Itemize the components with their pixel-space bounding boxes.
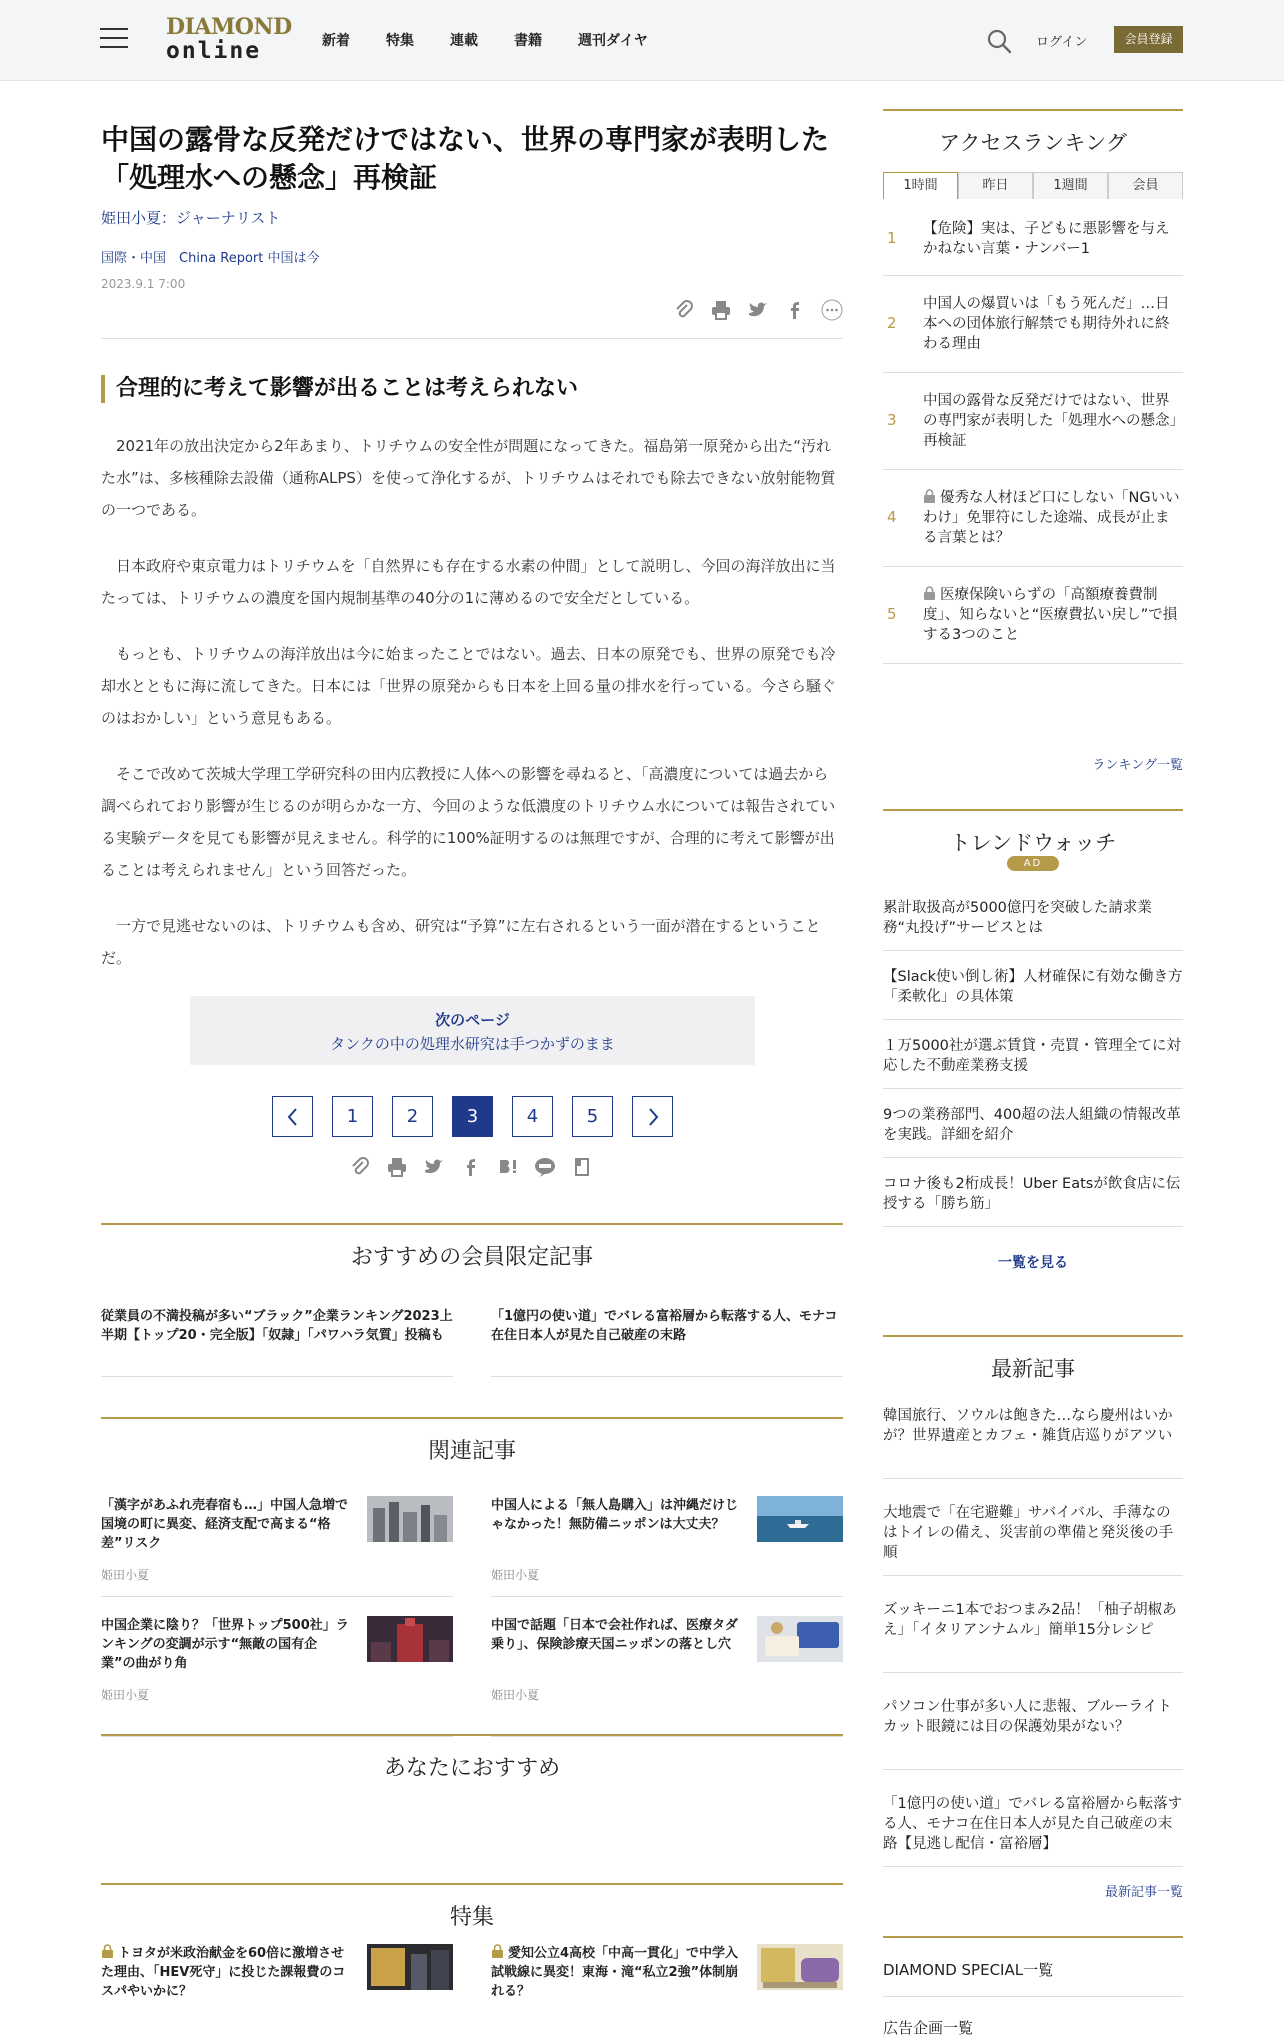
ranking-number: 5 (887, 605, 897, 623)
paragraph: もっとも、トリチウムの海洋放出は今に始まったことではない。過去、日本の原発でも、世界の原発でも冷却水とともに海に流してきた。日本には「世界の原発からも日本を上回る量の排水を行っている。今さら騒ぐのはおかしい」という意見もある。 (101, 645, 837, 727)
page-button-5[interactable]: 5 (572, 1096, 613, 1137)
for-you-title: あなたにおすすめ (383, 1756, 561, 1781)
nav-item-series[interactable]: 連載 (450, 33, 478, 49)
related-item[interactable] (101, 1496, 453, 1604)
section-rule (101, 1734, 843, 1736)
tab-1week[interactable]: 1週間 (1033, 172, 1108, 199)
trend-item[interactable]: 累計取扱高が5000億円を突破した請求業務“丸投げ”サービスとは (883, 900, 1152, 936)
divider (883, 1157, 1183, 1158)
nav-item-books[interactable]: 書籍 (514, 33, 542, 49)
clip-icon[interactable] (673, 299, 695, 321)
ranking-text (923, 585, 1181, 645)
related-item[interactable] (101, 1616, 453, 1724)
ranking-number: 1 (887, 229, 897, 247)
sea-boat-thumbnail (757, 1496, 843, 1542)
night-building-thumbnail (367, 1616, 453, 1662)
section-rule (101, 1417, 843, 1419)
latest-item[interactable]: 大地震で「在宅避難」サバイバル、手薄なのはトイレの備え、災害前の準備と発災後の手順 (883, 1505, 1174, 1561)
ranking-number: 3 (887, 411, 897, 429)
section-rule (101, 1883, 843, 1885)
lock-icon (491, 1944, 504, 1958)
trend-item[interactable]: コロナ後も2桁成長！Uber Eatsが飲食店に伝授する「勝ち筋」 (883, 1176, 1181, 1212)
divider (883, 663, 1183, 664)
latest-item[interactable]: 韓国旅行、ソウルは飽きた…なら慶州はいかが？世界遺産とカフェ・雑貨店巡りがアツい (883, 1408, 1173, 1444)
next-page-link[interactable] (190, 996, 755, 1065)
trend-item[interactable]: 9つの業務部門、400超の法人組織の情報改革を実践。詳細を紹介 (883, 1107, 1181, 1143)
lock-icon (923, 489, 936, 503)
next-page-title: タンクの中の処理水研究は手つかずのまま (330, 1035, 615, 1053)
ranking-more-link[interactable]: ランキング一覧 (1092, 758, 1183, 773)
paragraph: そこで改めて茨城大学理工学研究科の田内広教授に人体への影響を尋ねると、「高濃度については過去から調べられており影響が生じるのが明らかな一方、今回のような低濃度のトリチウム水については報告されている実験データを見ても影響が見えません。科学的に100%証明するのは無理ですが、合理的に考えて影響が出ることは考えられません」という回答だった。 (101, 765, 836, 879)
paragraph: 一方で見逃せないのは、トリチウムも含め、研究は“予算”に左右されるという一面が潜在するということだ。 (101, 917, 821, 967)
related-title: 関連記事 (427, 1439, 516, 1464)
ad-badge: AD (1007, 856, 1059, 871)
site-header (0, 0, 1284, 81)
ranking-text (923, 488, 1181, 548)
related-item-author: 姫田小夏 (101, 1568, 150, 1582)
special-item-title (491, 1944, 743, 2001)
nav-item-weekly[interactable]: 週刊ダイヤ (578, 33, 648, 49)
divider (883, 469, 1183, 470)
divider (883, 1672, 1183, 1673)
divider (101, 1376, 453, 1377)
related-item-author: 姫田小夏 (101, 1688, 150, 1702)
divider (101, 1736, 453, 1737)
clip-icon[interactable] (349, 1156, 371, 1178)
ranking-number: 2 (887, 314, 897, 332)
latest-more-link[interactable]: 最新記事一覧 (1104, 1885, 1183, 1900)
special-item-text: トヨタが米政治献金を60倍に激増させた理由、「HEV死守」に投じた課報費のコスパやいかに？ (101, 1946, 346, 1999)
facebook-icon[interactable] (460, 1156, 482, 1178)
page-button-4[interactable]: 4 (512, 1096, 553, 1137)
divider (883, 950, 1183, 951)
nav-item-feature[interactable]: 特集 (386, 33, 414, 49)
pocket-icon[interactable] (571, 1156, 593, 1178)
page-button-3[interactable]: 3 (452, 1096, 493, 1137)
print-icon[interactable] (710, 299, 732, 321)
paragraph: 日本政府や東京電力はトリチウムを「自然界にも存在する水素の仲間」として説明し、今回の海洋放出に当たっては、トリチウムの濃度を国内規制基準の40分の1に薄めるので安全だとしている。 (101, 557, 836, 607)
divider (883, 1866, 1183, 1867)
divider (883, 1088, 1183, 1089)
section-rule (101, 1223, 843, 1225)
divider (883, 275, 1183, 276)
medical-cards-thumbnail (757, 1616, 843, 1662)
trend-title: トレンドウォッチ (949, 831, 1117, 855)
hatena-bookmark-icon[interactable] (497, 1156, 519, 1178)
divider (883, 1019, 1183, 1020)
print-icon[interactable] (386, 1156, 408, 1178)
divider (491, 1596, 843, 1597)
lock-icon (101, 1944, 114, 1958)
ranking-title: アクセスランキング (939, 131, 1127, 155)
divider (491, 1376, 843, 1377)
diamond-special-link[interactable]: DIAMOND SPECIAL一覧 (883, 1961, 1054, 1979)
article-author[interactable]: 姫田小夏：ジャーナリスト (101, 209, 281, 227)
related-item-author: 姫田小夏 (491, 1568, 540, 1582)
nav-item-new[interactable]: 新着 (322, 33, 350, 49)
tab-yesterday[interactable]: 昨日 (958, 172, 1033, 199)
trend-item[interactable]: １万5000社が選ぶ賃貸・売買・管理全てに対応した不動産業務支援 (883, 1038, 1181, 1074)
logo-line2: online (166, 38, 262, 64)
divider (491, 1736, 843, 1737)
latest-item[interactable]: ズッキーニ1本でおつまみ2品！「柚子胡椒あえ」「イタリアンナムル」簡単15分レシピ (883, 1602, 1177, 1638)
lock-icon (923, 586, 936, 600)
twitter-icon[interactable] (423, 1156, 445, 1178)
school-thumbnail (757, 1944, 843, 1990)
ranking-text-body: 優秀な人材ほど口にしない「NGいいわけ」免罪符にした途端、成長が止まる言葉とは？ (923, 490, 1180, 546)
related-item-title: 中国で話題「日本で会社作れば、医療タダ乗り」、保険診療天国ニッポンの落とし穴 (491, 1618, 739, 1652)
paragraph: 2021年の放出決定から2年あまり、トリチウムの安全性が問題になってきた。福島第一原発から出た“汚れた水”は、多核種除去設備（通称ALPS）を使って浄化するが、トリチウムはそれでも除去できない放射能物質の一つである。 (101, 437, 836, 519)
section-rule (883, 109, 1183, 111)
search-icon[interactable] (986, 28, 1012, 54)
divider (883, 1478, 1183, 1479)
special-item-text: 愛知公立4高校「中高一貫化」で中学入試戦線に異変！東海・滝“私立2強”体制崩れる？ (491, 1946, 739, 1999)
ranking-text: 中国の露骨な反発だけではない、世界の専門家が表明した「処理水への懸念」再検証 (923, 393, 1177, 449)
tab-1hour[interactable]: 1時間 (883, 172, 958, 199)
latest-item[interactable]: パソコン仕事が多い人に悲報、ブルーライトカット眼鏡には目の保護効果がない？ (883, 1699, 1172, 1735)
section-rule (883, 809, 1183, 811)
login-link[interactable]: ログイン (1036, 35, 1088, 50)
article-subheading: 合理的に考えて影響が出ることは考えられない (101, 375, 843, 403)
divider (883, 1226, 1183, 1227)
divider (101, 1596, 453, 1597)
divider (883, 1769, 1183, 1770)
share-bar-bottom (349, 1156, 608, 1178)
logo-line1: DIAMOND (166, 14, 292, 40)
main-nav (322, 30, 684, 50)
section-rule (883, 1936, 1183, 1938)
article-date: 2023.9.1 7:00 (101, 277, 186, 291)
facebook-icon[interactable] (784, 299, 806, 321)
article-category[interactable]: 国際・中国 China Report 中国は今 (101, 251, 320, 266)
related-item-author: 姫田小夏 (491, 1688, 540, 1702)
related-item[interactable] (491, 1616, 843, 1724)
divider (883, 1575, 1183, 1576)
latest-title: 最新記事 (991, 1357, 1075, 1381)
page-button-1[interactable]: 1 (332, 1096, 373, 1137)
latest-item[interactable]: 「1億円の使い道」でバレる富裕層から転落する人、モナコ在住日本人が見た自己破産の末路【見逃し配信・富裕層】 (883, 1796, 1183, 1852)
recommended-title: おすすめの会員限定記事 (350, 1245, 594, 1270)
special-title: 特集 (449, 1905, 494, 1930)
site-logo[interactable] (166, 14, 292, 64)
page-button-2[interactable]: 2 (392, 1096, 433, 1137)
ranking-number: 4 (887, 508, 897, 526)
tab-member[interactable]: 会員 (1108, 172, 1183, 199)
more-icon[interactable] (821, 299, 843, 321)
recommended-item[interactable]: 従業員の不満投稿が多い“ブラック”企業ランキング2023上半期【トップ20・完全版】「奴隷」「パワハラ気質」投稿も (101, 1309, 453, 1343)
special-item-title (101, 1944, 353, 2001)
related-item-title: 「漢字があふれ売春宿も…」中国人急増で国境の町に異変、経済支配で高まる“格差”リスク (101, 1498, 349, 1551)
ranking-text-body: 医療保険いらずの「高額療養費制度」、知らないと“医療費払い戻し”で損する3つのこと (923, 587, 1178, 643)
toyota-thumbnail (367, 1944, 453, 1990)
ranking-text: 中国人の爆買いは「もう死んだ」…日本への団体旅行解禁でも期待外れに終わる理由 (923, 296, 1170, 352)
share-bar-top (658, 299, 843, 321)
city-thumbnail (367, 1496, 453, 1542)
ranking-tabs (883, 172, 1183, 199)
ad-list-link[interactable]: 広告企画一覧 (883, 2019, 974, 2037)
divider (883, 1996, 1183, 1997)
divider (883, 372, 1183, 373)
pagination (272, 1096, 692, 1137)
divider (101, 338, 843, 339)
trend-item[interactable]: 【Slack使い倒し術】人材確保に有効な働き方「柔軟化」の具体策 (883, 969, 1183, 1005)
next-page-button[interactable] (632, 1096, 673, 1137)
section-rule (883, 1335, 1183, 1337)
related-item-title: 中国人による「無人島購入」は沖縄だけじゃなかった！無防備ニッポンは大丈夫？ (491, 1498, 739, 1532)
register-button[interactable]: 会員登録 (1114, 26, 1183, 53)
trend-more-button[interactable]: 一覧を見る (998, 1255, 1068, 1271)
next-page-label: 次のページ (435, 1011, 510, 1029)
line-icon[interactable] (534, 1156, 556, 1178)
article-body (101, 430, 843, 998)
related-item-title: 中国企業に陰り？「世界トップ500社」ランキングの変調が示す“無敵の国有企業”の曲がり角 (101, 1618, 349, 1671)
ranking-text: 【危険】実は、子どもに悪影響を与えかねない言葉・ナンバー1 (923, 221, 1170, 257)
divider (883, 566, 1183, 567)
article-title: 中国の露骨な反発だけではない、世界の専門家が表明した「処理水への懸念」再検証 (101, 123, 830, 194)
prev-page-button[interactable] (272, 1096, 313, 1137)
menu-icon[interactable] (100, 28, 128, 50)
twitter-icon[interactable] (747, 299, 769, 321)
related-item[interactable] (491, 1496, 843, 1604)
recommended-item[interactable]: 「1億円の使い道」でバレる富裕層から転落する人、モナコ在住日本人が見た自己破産の末路 (491, 1309, 838, 1343)
